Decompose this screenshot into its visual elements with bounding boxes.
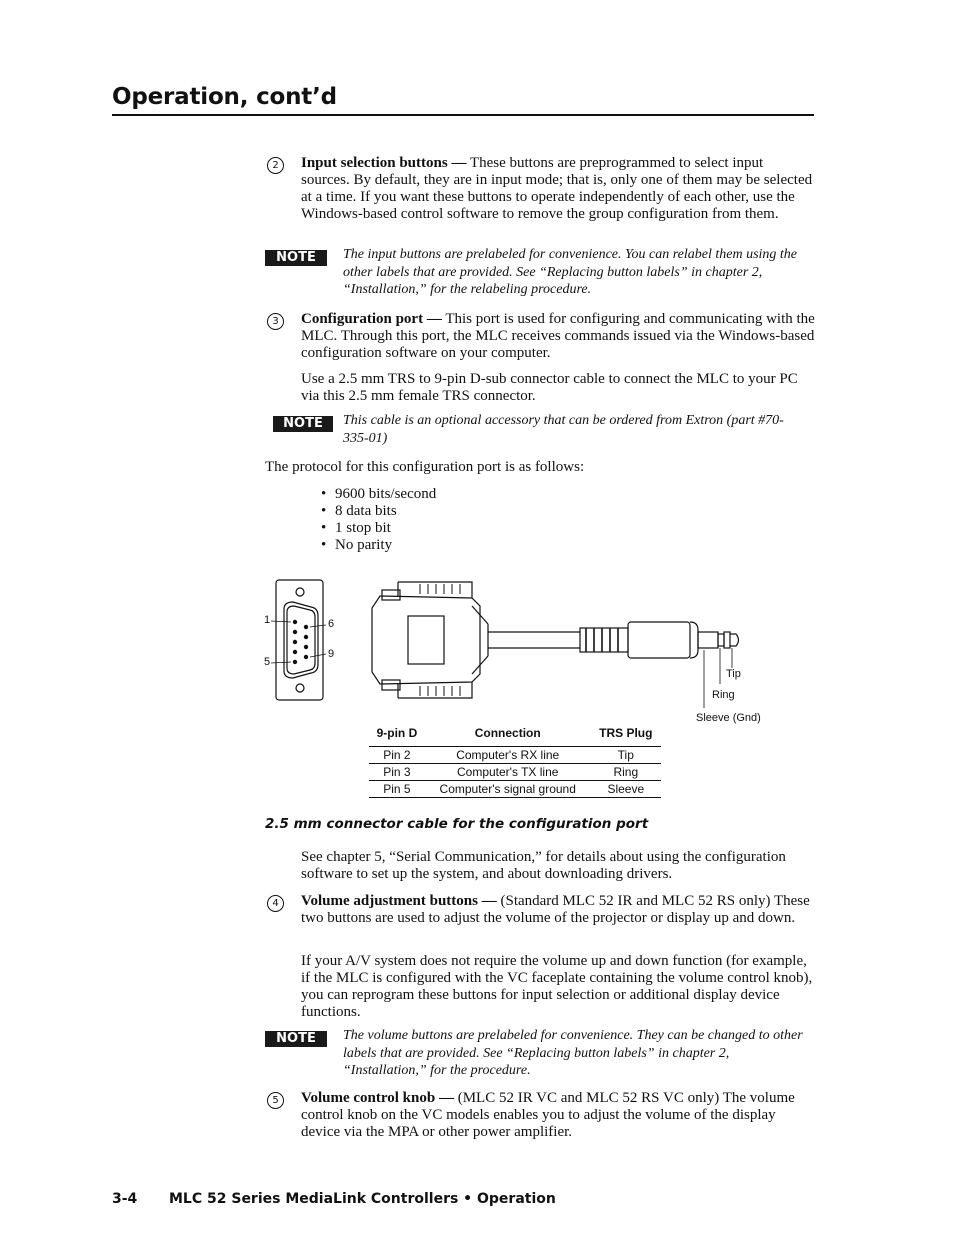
table-row (369, 764, 661, 781)
note-text: This cable is an optional accessory that can be ordered from Extron (part #70-335-01) (343, 413, 784, 446)
table-cell: Computer's signal ground (425, 781, 591, 798)
table-cell: Sleeve (591, 781, 661, 798)
dsub-grip-lines (420, 584, 460, 696)
table-header-row (369, 726, 661, 747)
column-header: 9-pin D (369, 726, 425, 747)
table-cell: Tip (591, 747, 661, 764)
plug-label-tip: Tip (726, 668, 741, 680)
list-item: • 1 stop bit (321, 520, 621, 537)
table-cell: Computer's TX line (425, 764, 591, 781)
column-header: TRS Plug (591, 726, 661, 747)
list-item: • 9600 bits/second (321, 486, 621, 503)
note-text: The input buttons are prelabeled for convenience. You can relabel them using the other labels that are provided. See “Replacing button labels” in chapter 2, “Installation,” for the relabeling procedure. (343, 247, 798, 297)
table-cell: Pin 2 (369, 747, 425, 764)
table-row (369, 747, 661, 764)
item-number-5: 5 (267, 1092, 284, 1109)
table-row (369, 781, 661, 798)
note-badge: NOTE (273, 416, 333, 432)
item-configuration-port-para2: Use a 2.5 mm TRS to 9-pin D-sub connector cable to connect the MLC to your PC via this 2.5 mm female TRS connector. (301, 371, 798, 404)
plug-label-ring: Ring (712, 689, 735, 701)
trs-grip-lines (586, 628, 618, 652)
note-text: The volume buttons are prelabeled for convenience. They can be changed to other labels that are provided. See “Replacing button labels” in chapter 2, “Installation,” for the procedure. (343, 1028, 803, 1078)
dsub-pins (293, 620, 308, 664)
cable-icon (488, 632, 580, 648)
header-rule (112, 114, 814, 116)
see-chapter-paragraph: See chapter 5, “Serial Communication,” for details about using the configuration software to set up the system, and about downloading drivers. (301, 849, 786, 882)
trs-plug-icon (580, 622, 739, 658)
page-footer (112, 1191, 556, 1207)
list-item: • No parity (321, 537, 621, 554)
table-cell: Pin 5 (369, 781, 425, 798)
note-badge: NOTE (265, 1031, 327, 1047)
item-text: (MLC 52 IR VC and MLC 52 RS VC only) The volume control knob on the VC models enables you to adjust the volume of the display device via the MPA or other power amplifier. (301, 1090, 795, 1140)
item-configuration-port (301, 311, 815, 362)
item-title: Input selection buttons — (301, 155, 467, 171)
footer-text: MLC 52 Series MediaLink Controllers • Operation (169, 1191, 556, 1207)
item-volume-adjustment-para2: If your A/V system does not require the volume up and down function (for example, if the MLC is configured with the VC faceplate containing the volume control knob), you can reprogram these buttons for input selection or additional display device functions. (301, 953, 813, 1020)
dsub-connector-icon (276, 580, 323, 700)
pin-label-6: 6 (328, 618, 335, 630)
item-number-4: 4 (267, 895, 284, 912)
item-volume-adjustment-buttons (301, 893, 815, 927)
protocol-intro: The protocol for this configuration port is as follows: (265, 459, 585, 475)
pin-label-1: 1 (264, 614, 271, 626)
item-title: Volume control knob — (301, 1090, 454, 1106)
table-cell: Ring (591, 764, 661, 781)
item-text: This port is used for configuring and communicating with the MLC. Through this port, the MLC receives commands issued via the Windows-based configuration software on your computer. (301, 311, 815, 361)
protocol-list (321, 486, 621, 554)
table-cell: Computer's RX line (425, 747, 591, 764)
item-text: (Standard MLC 52 IR and MLC 52 RS only) These two buttons are used to adjust the volume of the projector or display up and down. (301, 893, 810, 926)
page-number: 3-4 (112, 1191, 138, 1207)
item-number-2: 2 (267, 157, 284, 174)
pin-connection-table (369, 726, 661, 798)
dsub-plug-icon (372, 582, 488, 698)
item-text: These buttons are preprogrammed to select input sources. By default, they are in input mode; that is, only one of them may be selected at a time. If you want these buttons to operate independently of each other, use the Windows-based control software to remove the group configuration from them. (301, 155, 813, 222)
list-item: • 8 data bits (321, 503, 621, 520)
item-title: Configuration port — (301, 311, 442, 327)
item-input-selection-buttons (301, 155, 815, 223)
pin-label-9: 9 (328, 648, 335, 660)
item-title: Volume adjustment buttons — (301, 893, 497, 909)
note-badge: NOTE (265, 250, 327, 266)
pin-label-5: 5 (264, 656, 271, 668)
connector-cable-diagram (260, 572, 780, 732)
figure-caption: 2.5 mm connector cable for the configuration port (265, 816, 649, 832)
page-title: Operation, cont’d (112, 84, 337, 110)
column-header: Connection (425, 726, 591, 747)
item-number-3: 3 (267, 313, 284, 330)
item-volume-control-knob (301, 1090, 815, 1141)
plug-label-sleeve: Sleeve (Gnd) (696, 712, 761, 724)
table-cell: Pin 3 (369, 764, 425, 781)
